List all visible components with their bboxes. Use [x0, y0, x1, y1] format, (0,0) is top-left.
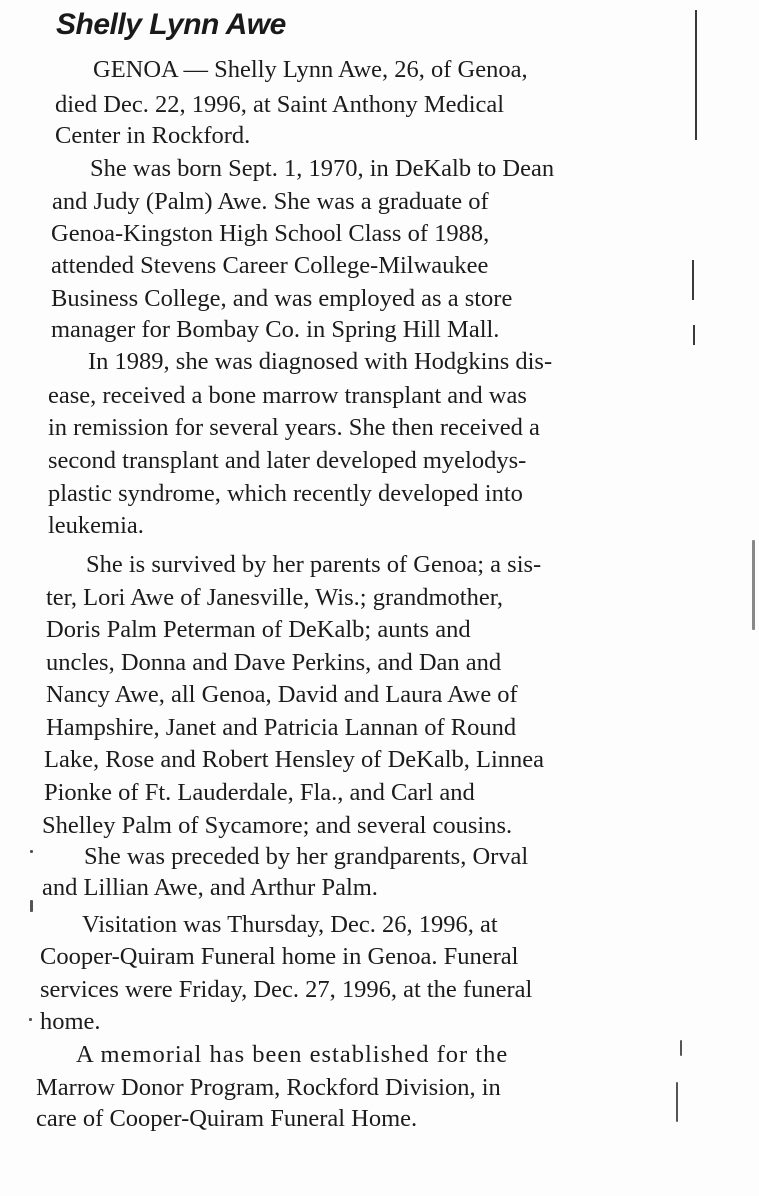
obituary-line: A memorial has been established for the	[76, 1041, 509, 1068]
obituary-line: leukemia.	[48, 512, 144, 539]
obituary-line: Center in Rockford.	[55, 122, 251, 149]
scan-speck	[29, 1018, 32, 1021]
scan-speck	[676, 1082, 678, 1122]
obituary-line: plastic syndrome, which recently developed into	[48, 480, 523, 507]
obituary-line: Nancy Awe, all Genoa, David and Laura Awe of	[46, 681, 518, 708]
scan-speck	[30, 850, 33, 853]
obituary-line: Pionke of Ft. Lauderdale, Fla., and Carl and	[44, 779, 475, 806]
obituary-line: ease, received a bone marrow transplant and was	[48, 382, 527, 409]
clipping-edge-mark	[695, 10, 697, 140]
obituary-line: Marrow Donor Program, Rockford Division, in	[36, 1074, 501, 1101]
scan-speck	[30, 900, 33, 912]
obituary-line: second transplant and later developed myelodys-	[48, 447, 527, 474]
obituary-line: She is survived by her parents of Genoa; a sis-	[86, 551, 542, 578]
obituary-line: Business College, and was employed as a store	[51, 285, 513, 312]
obituary-line: and Judy (Palm) Awe. She was a graduate of	[52, 188, 489, 215]
obituary-line: Cooper-Quiram Funeral home in Genoa. Funeral	[40, 943, 519, 970]
obituary-line: ter, Lori Awe of Janesville, Wis.; grandmother,	[46, 584, 504, 611]
clipping-edge-mark	[692, 260, 694, 300]
obituary-line: home.	[40, 1008, 101, 1035]
obituary-line: Visitation was Thursday, Dec. 26, 1996, at	[82, 911, 498, 938]
obituary-line: in remission for several years. She then received a	[48, 414, 540, 441]
obituary-headline: Shelly Lynn Awe	[56, 8, 286, 41]
obituary-line: GENOA — Shelly Lynn Awe, 26, of Genoa,	[93, 56, 528, 83]
obituary-line: Hampshire, Janet and Patricia Lannan of Round	[46, 714, 517, 741]
obituary-line: She was preceded by her grandparents, Orval	[84, 843, 529, 870]
obituary-line: Shelley Palm of Sycamore; and several cousins.	[42, 812, 513, 839]
scan-speck	[680, 1040, 682, 1056]
obituary-line: In 1989, she was diagnosed with Hodgkins dis-	[88, 348, 553, 375]
obituary-line: services were Friday, Dec. 27, 1996, at the funeral	[40, 976, 533, 1003]
obituary-line: Doris Palm Peterman of DeKalb; aunts and	[46, 616, 471, 643]
obituary-line: Genoa-Kingston High School Class of 1988,	[51, 220, 490, 247]
obituary-line: attended Stevens Career College-Milwaukee	[51, 252, 489, 279]
clipping-edge-mark	[693, 325, 695, 345]
obituary-line: She was born Sept. 1, 1970, in DeKalb to Dean	[90, 155, 555, 182]
obituary-line: Lake, Rose and Robert Hensley of DeKalb, Linnea	[44, 746, 545, 773]
obituary-line: manager for Bombay Co. in Spring Hill Mall.	[51, 316, 500, 343]
obituary-line: care of Cooper-Quiram Funeral Home.	[36, 1105, 418, 1132]
obituary-line: and Lillian Awe, and Arthur Palm.	[42, 874, 378, 901]
obituary-line: died Dec. 22, 1996, at Saint Anthony Medical	[55, 91, 505, 118]
obituary-line: uncles, Donna and Dave Perkins, and Dan and	[46, 649, 502, 676]
scan-speck	[752, 540, 755, 630]
